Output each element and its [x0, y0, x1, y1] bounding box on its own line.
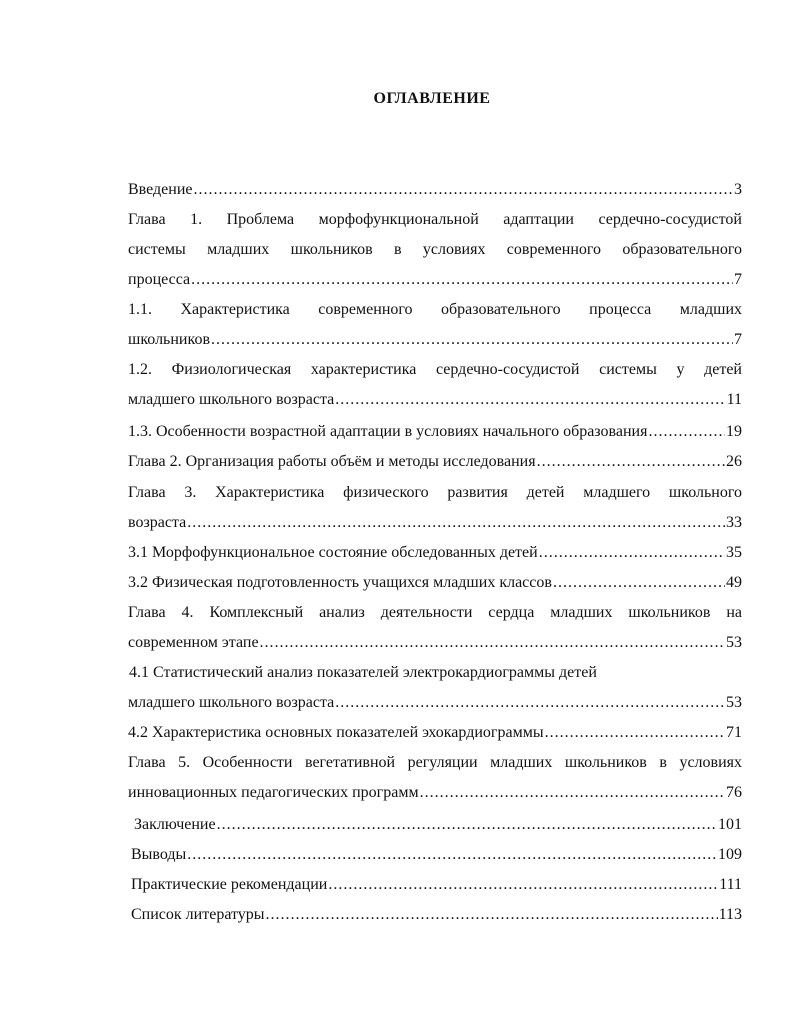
- toc-entry-text: младшего школьного возраста: [128, 694, 335, 711]
- toc-entry-3-2: [128, 571, 742, 595]
- toc-entry-1-1-line1: 1.1. Характеристика современного образовательного процесса младших: [128, 301, 742, 318]
- toc-entry-page: 35: [726, 544, 742, 561]
- toc-entry-page: 3: [734, 181, 742, 198]
- toc-entry-page: 33: [726, 514, 742, 531]
- toc-entry-chapter-1-line2: системы младших школьников в условиях современного образовательного: [128, 241, 742, 258]
- toc-entry-page: 111: [719, 876, 742, 893]
- toc-entry-text: 4.2 Характеристика основных показателей эхокардиограммы: [128, 724, 544, 741]
- toc-entry-text: младшего школьного возраста: [128, 391, 335, 408]
- toc-entry-references: [131, 903, 742, 927]
- toc-entry-text: Практические рекомендации: [131, 876, 328, 893]
- toc-entry-text: Заключение: [134, 816, 216, 833]
- page-title: ОГЛАВЛЕНИЕ: [373, 90, 491, 107]
- toc-entry-page: 26: [726, 453, 742, 470]
- toc-entry-chapter-3-line1: Глава 3. Характеристика физического развития детей младшего школьного: [128, 484, 742, 501]
- toc-entry-3-1: [128, 541, 742, 565]
- toc-entry-page: 53: [726, 634, 742, 651]
- toc-entry-text: Список литературы: [131, 906, 265, 923]
- toc-entry-text: 1.3. Особенности возрастной адаптации в условиях начального образования: [128, 423, 648, 440]
- toc-entry-page: 19: [726, 423, 742, 440]
- toc-entry-recommendations: [131, 873, 742, 897]
- toc-entry-text: современном этапе: [128, 634, 259, 651]
- toc-entry-text: Введение: [128, 181, 193, 198]
- toc-entry-chapter-1-line1: Глава 1. Проблема морфофункциональной адаптации сердечно-сосудистой: [128, 211, 742, 228]
- toc-entry-text: школьников: [128, 331, 210, 348]
- toc-entry-page: 7: [734, 331, 742, 348]
- toc-entry-findings: [131, 843, 742, 867]
- toc-entry-chapter-1: [128, 268, 742, 292]
- toc-entry-chapter-4: [128, 631, 742, 655]
- toc-entry-page: 11: [726, 391, 742, 408]
- toc-entry-page: 101: [718, 816, 742, 833]
- toc-entry-text: 3.1 Морфофункциональное состояние обследованных детей: [128, 544, 538, 561]
- toc-entry-1-2: [128, 388, 742, 412]
- toc-entry-page: 113: [718, 906, 742, 923]
- toc-entry-chapter-4-line1: Глава 4. Комплексный анализ деятельности сердца младших школьников на: [128, 604, 742, 621]
- toc-entry-text: инновационных педагогических программ: [128, 784, 419, 801]
- toc-entry-page: 71: [726, 724, 742, 741]
- toc-entry-introduction: [128, 178, 742, 202]
- toc-entry-page: 7: [734, 271, 742, 288]
- toc-entry-text: Выводы: [131, 846, 187, 863]
- toc-entry-chapter-5-line1: Глава 5. Особенности вегетативной регуляции младших школьников в условиях: [128, 754, 742, 771]
- toc-entry-4-2: [128, 721, 742, 745]
- toc-entry-4-1: [128, 691, 742, 715]
- toc-entry-text: Глава 2. Организация работы объём и методы исследования: [128, 453, 536, 470]
- toc-entry-page: 49: [726, 574, 742, 591]
- toc-entry-text: процесса: [128, 271, 191, 288]
- toc-entry-page: 76: [726, 784, 742, 801]
- toc-entry-4-1-line1: 4.1 Статистический анализ показателей электрокардиограммы детей: [129, 664, 597, 681]
- toc-entry-chapter-2: [128, 450, 742, 474]
- toc-entry-chapter-5: [128, 781, 742, 805]
- toc-entry-1-3: [128, 420, 742, 444]
- toc-entry-conclusion: [134, 813, 742, 837]
- toc-entry-page: 53: [726, 694, 742, 711]
- toc-entry-chapter-3: [128, 511, 742, 535]
- toc-entry-1-2-line1: 1.2. Физиологическая характеристика сердечно-сосудистой системы у детей: [128, 361, 742, 378]
- toc-entry-text: возраста: [128, 514, 187, 531]
- toc-entry-text: 3.2 Физическая подготовленность учащихся младших классов: [128, 574, 552, 591]
- toc-entry-1-1: [128, 328, 742, 352]
- toc-entry-page: 109: [718, 846, 742, 863]
